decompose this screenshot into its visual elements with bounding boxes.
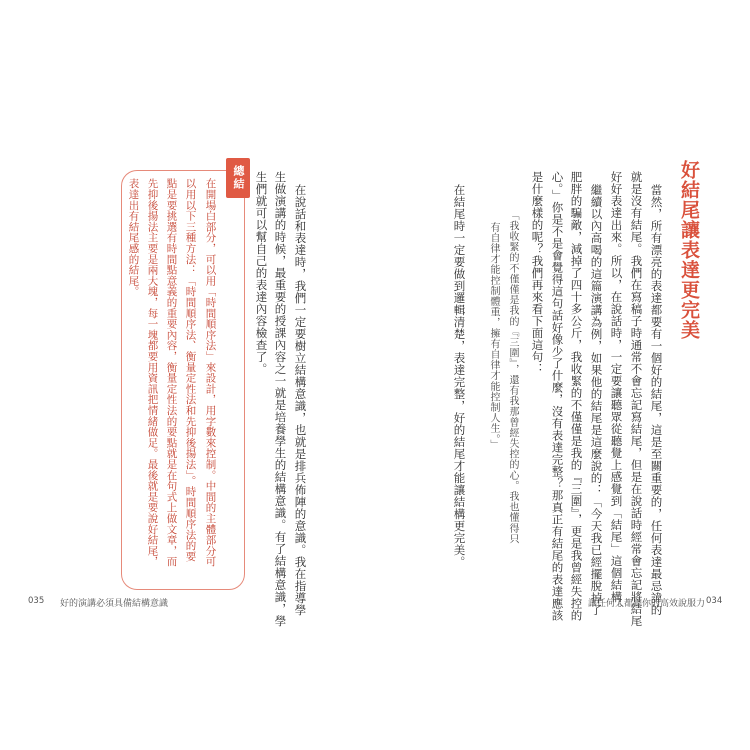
right-p3-line1: 在結尾時一定要做到邏輯清楚，表達完整，好的結尾才能讓結構更完美。 (452, 184, 467, 568)
left-p1-line2: 生做演講的時候，最重要的授課內容之一就是培養學生的結構意識。有了結構意識，學 (273, 171, 288, 627)
quote-line2: 有自律才能控制體重，擁有自律才能控制人生。」 (488, 222, 499, 451)
right-p2-line4: 是什麼樣的呢？我們再來看下面這句： (530, 171, 545, 375)
left-p1-line3: 生們就可以幫自己的表達內容檢查了。 (254, 171, 269, 375)
right-p2-line3: 心。」你是不是會覺得這句話好像少了什麼，沒有表達完整？那真正有結尾的表達應該 (550, 171, 565, 622)
right-p2-line2: 肥胖的騙敵，減掉了四十多公斤，我收緊的不僅僅是我的『三圍』，更是我曾經失控的 (569, 171, 584, 622)
left-running-title: 好的演講必須具備結構意識 (60, 599, 169, 609)
summary-line3: 點是要挑選有時間點意義的重要內容，衡量定性法的要點就是在句式上做文章，而 (165, 178, 178, 567)
section-heading: 好結尾讓表達更完美 (678, 160, 700, 340)
right-p1-line2: 就是沒有結尾。我們在寫稿子時通常不會忘記寫結尾，但是在說話時經常會忘記將結尾 (629, 171, 644, 627)
left-page-number: 035 (28, 596, 45, 606)
summary-line1: 在開場白部分，可以用「時間順序法」來設計，用字數來控制。中間的主體部分可 (204, 178, 217, 567)
right-running-title: 讓任何人都聽你的高效說服力 (588, 599, 706, 609)
right-p1-line3: 好好表達出來。所以，在說話時，一定要讓聽眾從聽覺上感覺到「結尾」這個結構。 (609, 171, 624, 615)
right-page-number: 034 (706, 596, 723, 606)
summary-line5: 表達出有結尾感的結尾。 (127, 178, 140, 297)
summary-badge: 總結 (226, 158, 250, 198)
summary-line4: 先抑後揚法主要是兩大塊，每一塊都要用資訊把情緒做足。最後就是要說好結尾， (146, 178, 159, 567)
right-p1-line1: 當然，所有漂亮的表達都要有一個好的結尾，這是至關重要的，任何表達最忌諱的 (649, 184, 664, 616)
right-p2-line1: 繼續以內高喝的這篇演講為例，如果他的結尾是這麼說的：「今天我已經擺脫掉了 (589, 184, 604, 616)
left-p1-line1: 在說話和表達時，我們一定要樹立結構意識，也就是排兵佈陣的意識。我在指導學 (293, 184, 308, 616)
summary-line2: 以用以下三種方法：「時間順序法、衡量定性法和先抑後揚法」。時間順序法的要 (184, 178, 197, 562)
summary-box (121, 170, 245, 590)
quote-line1: 「我收緊的不僅僅是我的『三圍』，還有我那曾經失控的心。我也懂得只 (507, 210, 518, 545)
